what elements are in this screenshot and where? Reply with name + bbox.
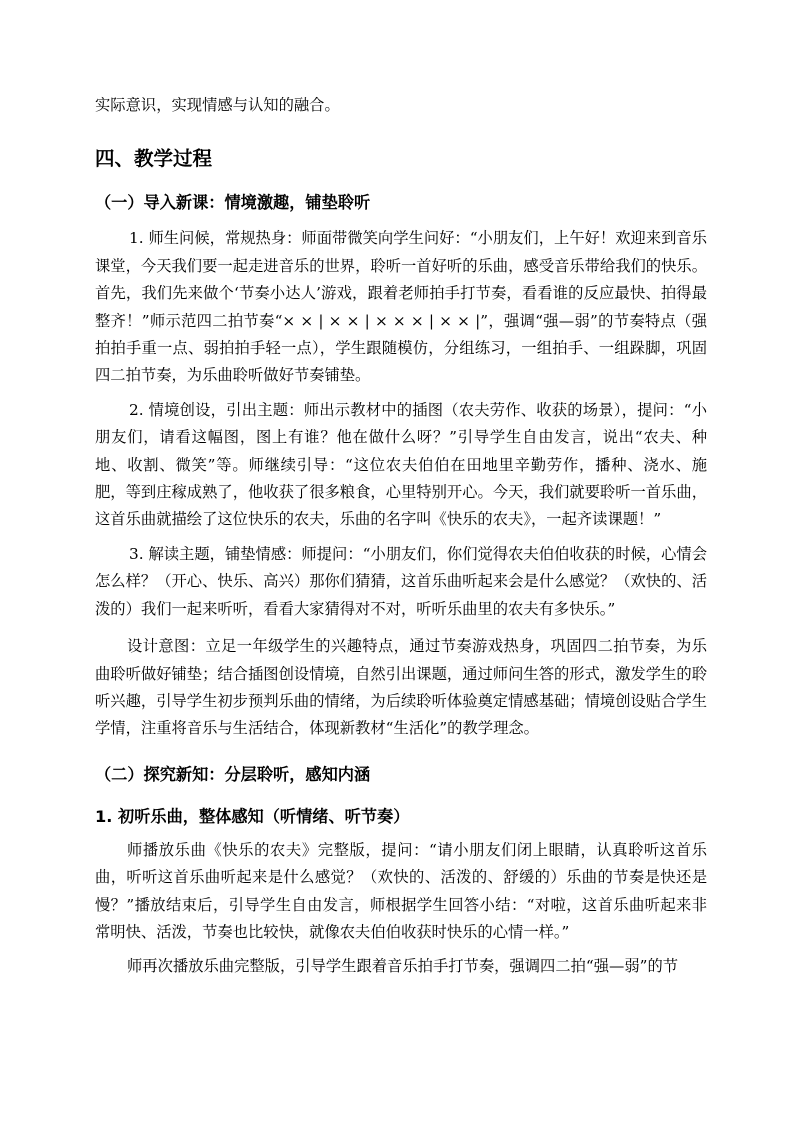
paragraph-5: 师再次播放乐曲完整版，引导学生跟着音乐拍手打节奏，强调四二拍“强—弱”的节 (127, 957, 679, 976)
paragraph-2: 2. 情境创设，引出主题：师出示教材中的插图（农夫劳作、收获的场景），提问：“小朋友们，请看这幅图，图上有谁？他在做什么呀？”引导学生自由发言，说出“农夫、种地、收割、微笑”等。师继续引导：“这位农夫伯伯在田地里辛勤劳作，播种、浇水、施肥，等到庄稼成熟了，他收获了很多粮食，心里特别开心。今天，我们就要聆听一首乐曲，这首乐曲就描绘了这位快乐的农夫，乐曲的名字叫《快乐的农夫》，一起齐读课题！” (95, 400, 707, 529)
intro-paragraph: 实际意识，实现情感与认知的融合。 (95, 96, 340, 114)
design-intent-paragraph: 设计意图：立足一年级学生的兴趣特点，通过节奏游戏热身，巩固四二拍节奏，为乐曲聆听做好铺垫；结合插图创设情境，自然引出课题，通过师问生答的形式，激发学生的聆听兴趣，引导学生初步预判乐曲的情绪，为后续聆听体验奠定情感基础；情境创设贴合学生学情，注重将音乐与生活结合，体现新教材“生活化”的教学理念。 (95, 637, 707, 738)
paragraph-3: 3. 解读主题，铺垫情感：师提问：“小朋友们，你们觉得农夫伯伯收获的时候，心情会怎么样？（开心、快乐、高兴）那你们猜猜，这首乐曲听起来会是什么感觉？（欢快的、活泼的）我们一起来听听，看看大家猜得对不对，听听乐曲里的农夫有多快乐。” (95, 544, 707, 618)
subsection-1-title: 1. 初听乐曲，整体感知（听情绪、听节奏） (95, 806, 410, 826)
section-2-title: （二）探究新知：分层聆听，感知内涵 (95, 764, 371, 784)
document-page (95, 92, 707, 981)
paragraph-4: 师播放乐曲《快乐的农夫》完整版，提问：“请小朋友们闭上眼睛，认真聆听这首乐曲，听听这首乐曲听起来是什么感觉？（欢快的、活泼的、舒缓的）乐曲的节奏是快还是慢？”播放结束后，引导学生自由发言，师根据学生回答小结：“对啦，这首乐曲听起来非常明快、活泼，节奏也比较快，就像农夫伯伯收获时快乐的心情一样。” (95, 840, 707, 941)
section-1-title: （一）导入新课：情境激趣，铺垫聆听 (95, 193, 371, 213)
paragraph-1: 1. 师生问候，常规热身：师面带微笑向学生问好：“小朋友们，上午好！欢迎来到音乐课堂，今天我们要一起走进音乐的世界，聆听一首好听的乐曲，感受音乐带给我们的快乐。首先，我们先来做个‘节奏小达人’游戏，跟着老师拍手打节奏，看看谁的反应最快、拍得最整齐！”师示范四二拍节奏“× × | × × | × × × | × × |”，强调“强—弱”的节奏特点（强拍拍手重一点、弱拍拍手轻一点），学生跟随模仿，分组练习，一组拍手、一组跺脚，巩固四二拍节奏，为乐曲聆听做好节奏铺垫。 (95, 229, 707, 385)
heading-teaching-process: 四、教学过程 (95, 147, 213, 171)
